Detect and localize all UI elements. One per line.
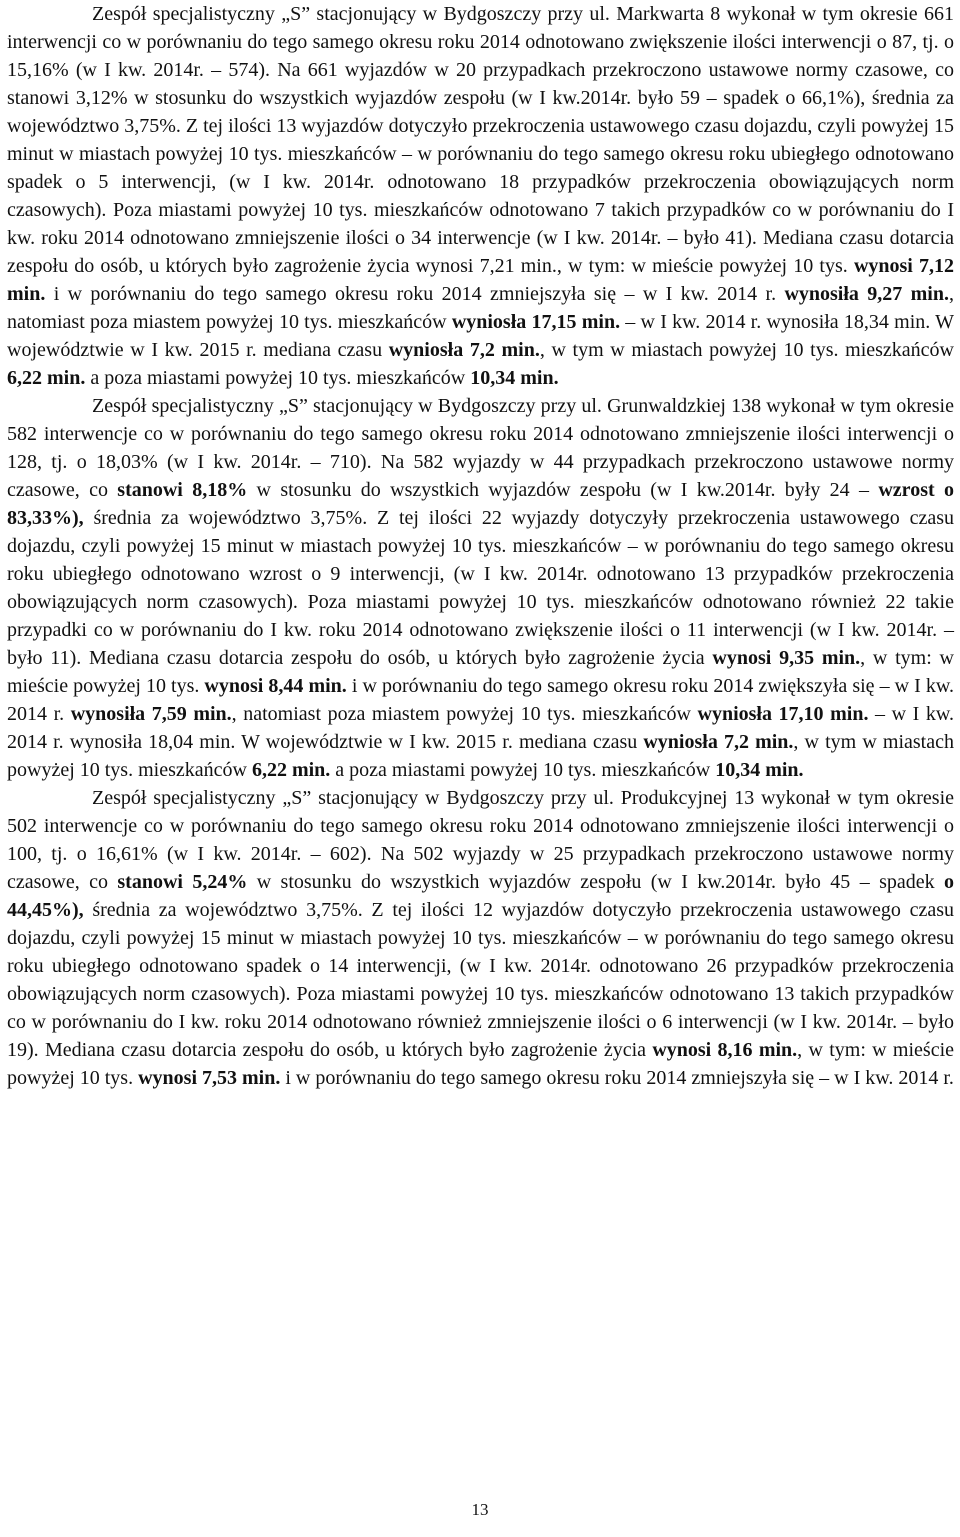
bold-text-run: wynosiła 7,59 min. — [70, 703, 232, 725]
paragraph-markwarta — [7, 0, 954, 392]
text-run: a poza miastami powyżej 10 tys. mieszkańców — [85, 367, 471, 389]
text-run: Zespół specjalistyczny „S” stacjonujący w Bydgoszczy przy ul. Grunwaldzkiej 138 wykonał w tym okresie 582 interwencje co w porównaniu do tego samego okresu roku 2014 odnotowano zmniejszenie ilości interwencji o 128, tj. o 18,03% (w I kw. 2014r. – 710). Na 582 wyjazdy w 44 przypadkach przekroczono ustawowe normy czasowe, co — [7, 395, 954, 501]
bold-text-run: stanowi 8,18% — [117, 479, 248, 501]
text-run: a poza miastami powyżej 10 tys. mieszkańców — [330, 759, 716, 781]
bold-text-run: 10,34 min. — [470, 367, 559, 389]
text-run: – w I kw. 2014 r. wynosiła 18,04 min. W województwie w I kw. 2015 r. mediana czasu — [7, 703, 954, 753]
bold-text-run: 10,34 min. — [715, 759, 804, 781]
page-number: 13 — [471, 1500, 489, 1519]
text-run: w stosunku do wszystkich wyjazdów zespołu (w I kw.2014r. były 24 – — [247, 479, 879, 501]
bold-text-run: wyniosła 7,2 min. — [643, 731, 794, 753]
text-run: w stosunku do wszystkich wyjazdów zespołu (w I kw.2014r. było 45 – spadek — [247, 871, 944, 893]
bold-text-run: wynosi 8,44 min. — [204, 675, 347, 697]
paragraph-grunwaldzka — [7, 392, 954, 784]
text-run: , w tym: w mieście powyżej 10 tys. — [7, 647, 954, 697]
text-run: , w tym w miastach powyżej 10 tys. mieszkańców — [7, 731, 954, 781]
text-run: Zespół specjalistyczny „S” stacjonujący w Bydgoszczy przy ul. Markwarta 8 wykonał w tym okresie 661 interwencji co w porównaniu do tego samego okresu roku 2014 odnotowano zwiększenie ilości interwencji o 87, tj. o 15,16% (w I kw. 2014r. – 574). Na 661 wyjazdów w 20 przypadkach przekroczono ustawowe normy czasowe, co stanowi 3,12% w stosunku do wszystkich wyjazdów zespołu (w I kw.2014r. było 59 – spadek o 66,1%), średnia za województwo 3,75%. Z tej ilości 13 wyjazdów dotyczyło przekroczenia ustawowego czasu dojazdu, czyli powyżej 15 minut w miastach powyżej 10 tys. mieszkańców – w porównaniu do tego samego okresu roku ubiegłego odnotowano spadek o 5 interwencji, (w I kw. 2014r. odnotowano 18 przypadków przekroczenia obowiązujących norm czasowych). Poza miastami powyżej 10 tys. mieszkańców odnotowano 7 takich przypadków co w porównaniu do I kw. roku 2014 odnotowano zmniejszenie ilości o 34 interwencje (w I kw. 2014r. – było 41). Mediana czasu dotarcia zespołu do osób, u których było zagrożenie życia wynosi 7,21 min., w tym: w mieście powyżej 10 tys. — [7, 3, 954, 277]
text-run: średnia za województwo 3,75%. Z tej ilości 22 wyjazdy dotyczyły przekroczenia ustawowego czasu dojazdu, czyli powyżej 15 minut w miastach powyżej 10 tys. mieszkańców – w porównaniu do tego samego okresu roku ubiegłego odnotowano wzrost o 9 interwencji, (w I kw. 2014r. odnotowano 13 przypadków przekroczenia obowiązujących norm czasowych). Poza miastami powyżej 10 tys. mieszkańców odnotowano również 22 takie przypadki co w porównaniu do I kw. roku 2014 odnotowano zwiększenie ilości o 11 interwencji (w I kw. 2014r. – było 11). Mediana czasu dotarcia zespołu do osób, u których było zagrożenie życia — [7, 507, 954, 669]
text-run: Zespół specjalistyczny „S” stacjonujący w Bydgoszczy przy ul. Produkcyjnej 13 wykonał w tym okresie 502 interwencje co w porównaniu do tego samego okresu roku 2014 odnotowano zmniejszenie ilości interwencji o 100, tj. o 16,61% (w I kw. 2014r. – 602). Na 502 wyjazdy w 25 przypadkach przekroczono ustawowe normy czasowe, co — [7, 787, 954, 893]
paragraph-produkcyjna — [7, 784, 954, 1092]
bold-text-run: wynosi 8,16 min. — [652, 1039, 798, 1061]
bold-text-run: wynosi 7,53 min. — [138, 1067, 281, 1089]
bold-text-run: wzrost o 83,33%), — [7, 479, 954, 529]
text-run: i w porównaniu do tego samego okresu roku 2014 zwiększyła się – w I kw. 2014 r. — [7, 675, 955, 725]
text-run: i w porównaniu do tego samego okresu roku 2014 zmniejszyła się – w I kw. 2014 r. — [280, 1067, 954, 1089]
text-run: średnia za województwo 3,75%. Z tej ilości 12 wyjazdów dotyczyło przekroczenia ustawowego czasu dojazdu, czyli powyżej 15 minut w miastach powyżej 10 tys. mieszkańców – w porównaniu do tego samego okresu roku ubiegłego odnotowano spadek o 14 interwencji, (w I kw. 2014r. odnotowano 26 przypadków przekroczenia obowiązujących norm czasowych). Poza miastami powyżej 10 tys. mieszkańców odnotowano 13 takich przypadków co w porównaniu do I kw. roku 2014 odnotowano również zmniejszenie ilości o 6 interwencji (w I kw. 2014r. – było 19). Mediana czasu dotarcia zespołu do osób, u których było zagrożenie życia — [7, 899, 954, 1061]
bold-text-run: wynosi 9,35 min. — [712, 647, 861, 669]
bold-text-run: wynosi 7,12 min. — [7, 255, 955, 305]
text-run: – w I kw. 2014 r. wynosiła 18,34 min. W województwie w I kw. 2015 r. mediana czasu — [7, 311, 954, 361]
bold-text-run: wyniosła 7,2 min. — [388, 339, 540, 361]
bold-text-run: wyniosła 17,10 min. — [697, 703, 869, 725]
bold-text-run: wynosiła 9,27 min. — [784, 283, 949, 305]
bold-text-run: o 44,45%), — [7, 871, 954, 921]
text-run: , natomiast poza miastem powyżej 10 tys. mieszkańców — [7, 283, 954, 333]
text-run: , natomiast poza miastem powyżej 10 tys. mieszkańców — [231, 703, 698, 725]
bold-text-run: wyniosła 17,15 min. — [451, 311, 621, 333]
text-run: , w tym: w mieście powyżej 10 tys. — [7, 1039, 954, 1089]
bold-text-run: 6,22 min. — [7, 367, 86, 389]
text-run: i w porównaniu do tego samego okresu roku 2014 zmniejszyła się – w I kw. 2014 r. — [45, 283, 785, 305]
text-run: , w tym w miastach powyżej 10 tys. mieszkańców — [539, 339, 954, 361]
bold-text-run: 6,22 min. — [251, 759, 331, 781]
document-body — [7, 0, 954, 1092]
bold-text-run: stanowi 5,24% — [117, 871, 248, 893]
